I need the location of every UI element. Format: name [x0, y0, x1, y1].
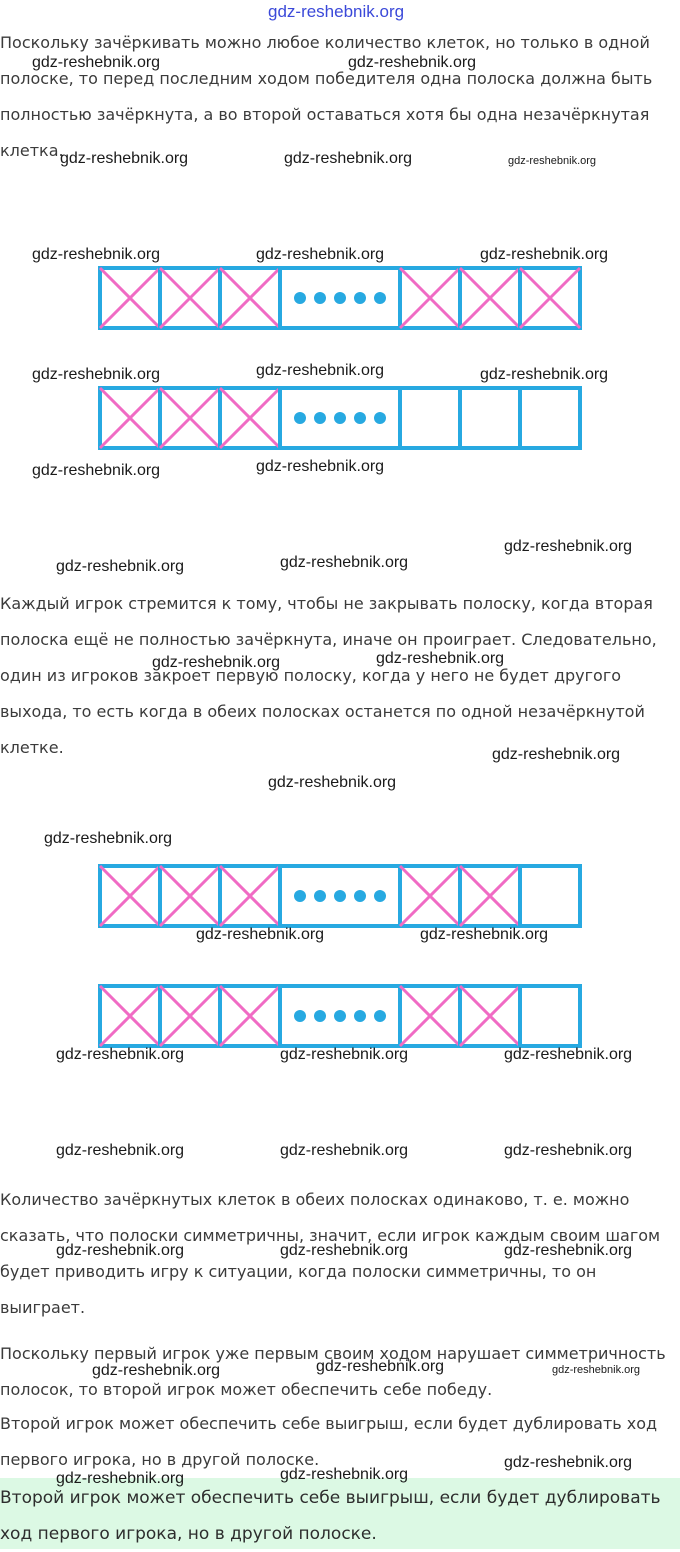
- watermark: gdz-reshebnik.org: [256, 362, 385, 379]
- strip-cell: [400, 388, 460, 448]
- watermark: gdz-reshebnik.org: [280, 1142, 409, 1159]
- ellipsis-dot: [334, 1010, 346, 1022]
- watermark: gdz-reshebnik.org: [56, 1470, 185, 1487]
- watermark: gdz-reshebnik.org: [32, 246, 161, 263]
- ellipsis-dot: [314, 292, 326, 304]
- strip-2: [98, 386, 582, 450]
- ellipsis-dot: [294, 412, 306, 424]
- strip-3: [98, 864, 582, 928]
- ellipsis-dot: [334, 292, 346, 304]
- site-header-watermark: gdz-reshebnik.org: [268, 2, 405, 21]
- paragraph-3: Количество зачёркнутых клеток в обеих полосках одинаково, т. е. можно сказать, что полоски симметричны, значит, если игрок каждым своим шагом будет приводить игру к ситуации, когда полоски симметричны, то он выиграет.: [0, 1190, 661, 1317]
- watermark: gdz-reshebnik.org: [280, 1046, 409, 1063]
- ellipsis-dot: [334, 890, 346, 902]
- ellipsis-dot: [354, 292, 366, 304]
- watermark: gdz-reshebnik.org: [32, 54, 161, 71]
- ellipsis-dot: [354, 890, 366, 902]
- watermark: gdz-reshebnik.org: [480, 366, 609, 383]
- watermark: gdz-reshebnik.org: [92, 1362, 221, 1379]
- strip-cell: [460, 388, 520, 448]
- ellipsis-dot: [374, 1010, 386, 1022]
- watermark: gdz-reshebnik.org: [56, 1046, 185, 1063]
- watermark: gdz-reshebnik.org: [44, 830, 173, 847]
- ellipsis-dot: [294, 890, 306, 902]
- watermark: gdz-reshebnik.org: [504, 1454, 633, 1471]
- watermark: gdz-reshebnik.org: [268, 774, 397, 791]
- strip-4: [98, 984, 582, 1048]
- watermark: gdz-reshebnik.org: [280, 554, 409, 571]
- watermark: gdz-reshebnik.org: [508, 155, 597, 167]
- watermark: gdz-reshebnik.org: [284, 150, 413, 167]
- ellipsis-dot: [334, 412, 346, 424]
- ellipsis-dot: [314, 890, 326, 902]
- watermark: gdz-reshebnik.org: [32, 462, 161, 479]
- ellipsis-dot: [354, 1010, 366, 1022]
- watermark: gdz-reshebnik.org: [480, 246, 609, 263]
- watermark: gdz-reshebnik.org: [552, 1364, 641, 1376]
- ellipsis-dot: [374, 890, 386, 902]
- watermark: gdz-reshebnik.org: [56, 558, 185, 575]
- watermark: gdz-reshebnik.org: [280, 1242, 409, 1259]
- watermark: gdz-reshebnik.org: [492, 746, 621, 763]
- paragraph-4: Поскольку первый игрок уже первым своим ходом нарушает симметричность полосок, то второй игрок может обеспечить себе победу.: [0, 1344, 666, 1399]
- watermark: gdz-reshebnik.org: [504, 1242, 633, 1259]
- watermark: gdz-reshebnik.org: [504, 538, 633, 555]
- strip-cell: [520, 866, 580, 926]
- watermark: gdz-reshebnik.org: [256, 246, 385, 263]
- watermark: gdz-reshebnik.org: [420, 926, 549, 943]
- paragraph-5: Второй игрок может обеспечить себе выигрыш, если будет дублировать ход первого игрока, но в другой полоске.: [0, 1414, 658, 1469]
- ellipsis-dot: [374, 412, 386, 424]
- paragraph-2: Каждый игрок стремится к тому, чтобы не закрывать полоску, когда вторая полоска ещё не полностью зачёркнута, иначе он проиграет. Следовательно, один из игроков закроет первую полоску, когда у него не будет другого выхода, то есть когда в обеих полосках останется по одной незачёркнутой клетке.: [0, 594, 657, 757]
- ellipsis-dot: [294, 1010, 306, 1022]
- watermark: gdz-reshebnik.org: [152, 654, 281, 671]
- ellipsis-dot: [314, 412, 326, 424]
- watermark: gdz-reshebnik.org: [256, 458, 385, 475]
- strip-cell: [520, 986, 580, 1046]
- watermark: gdz-reshebnik.org: [56, 1242, 185, 1259]
- watermark: gdz-reshebnik.org: [348, 54, 477, 71]
- paragraph-1: Поскольку зачёркивать можно любое количество клеток, но только в одной полоске, то перед последним ходом победителя одна полоска должна быть полностью зачёркнута, а во второй оставаться хотя бы одна незачёркнутая клетка.: [0, 33, 653, 160]
- strip-cell: [520, 388, 580, 448]
- watermark: gdz-reshebnik.org: [32, 366, 161, 383]
- ellipsis-dot: [294, 292, 306, 304]
- watermark: gdz-reshebnik.org: [280, 1466, 409, 1483]
- watermark: gdz-reshebnik.org: [316, 1358, 445, 1375]
- ellipsis-dot: [314, 1010, 326, 1022]
- answer-text: Второй игрок может обеспечить себе выигрыш, если будет дублировать ход первого игрока, но в другой полоске.: [0, 1488, 661, 1544]
- strip-1: [98, 266, 582, 330]
- watermark: gdz-reshebnik.org: [56, 1142, 185, 1159]
- watermark: gdz-reshebnik.org: [376, 650, 505, 667]
- watermark: gdz-reshebnik.org: [504, 1046, 633, 1063]
- answer-box: [0, 1478, 680, 1549]
- watermark: gdz-reshebnik.org: [60, 150, 189, 167]
- watermark: gdz-reshebnik.org: [196, 926, 325, 943]
- ellipsis-dot: [354, 412, 366, 424]
- watermark: gdz-reshebnik.org: [504, 1142, 633, 1159]
- ellipsis-dot: [374, 292, 386, 304]
